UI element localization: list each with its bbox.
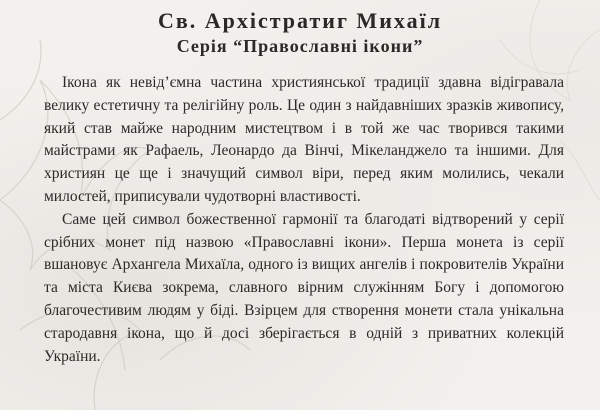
page-subtitle: Серія “Православні ікони”: [176, 36, 424, 56]
page-title: Св. Архістратиг Михаїл: [157, 8, 443, 33]
article-body: [44, 72, 564, 368]
paragraph-2: Саме цей символ божественної гармонії та благодаті відтворений у серії срібних монет під назвою «Православні ікони». Перша монета із серії вшановує Архангела Михаїла, одного із вищих ангелів і покровителів України та міста Києва зокрема, славного вірним служінням Богу і допомогою благочестивим людям у біді. Взірцем для створення монети стала унікальна стародавня ікона, що й досі зберігається в одній з приватних колекцій України.: [44, 210, 564, 365]
paragraph-1: Ікона як невід’ємна частина християнської традиції здавна відігравала велику естетичну та релігійну роль. Це один з найдавніших зразків живопису, який став майже народним мистецтвом і в той же час творився такими майстрами як Рафаель, Леонардо да Вінчі, Мікеланджело та іншими. Для християн це ще і значущий символ віри, перед яким молились, чекали милостей, приписували чудотворні властивості.: [44, 74, 564, 205]
